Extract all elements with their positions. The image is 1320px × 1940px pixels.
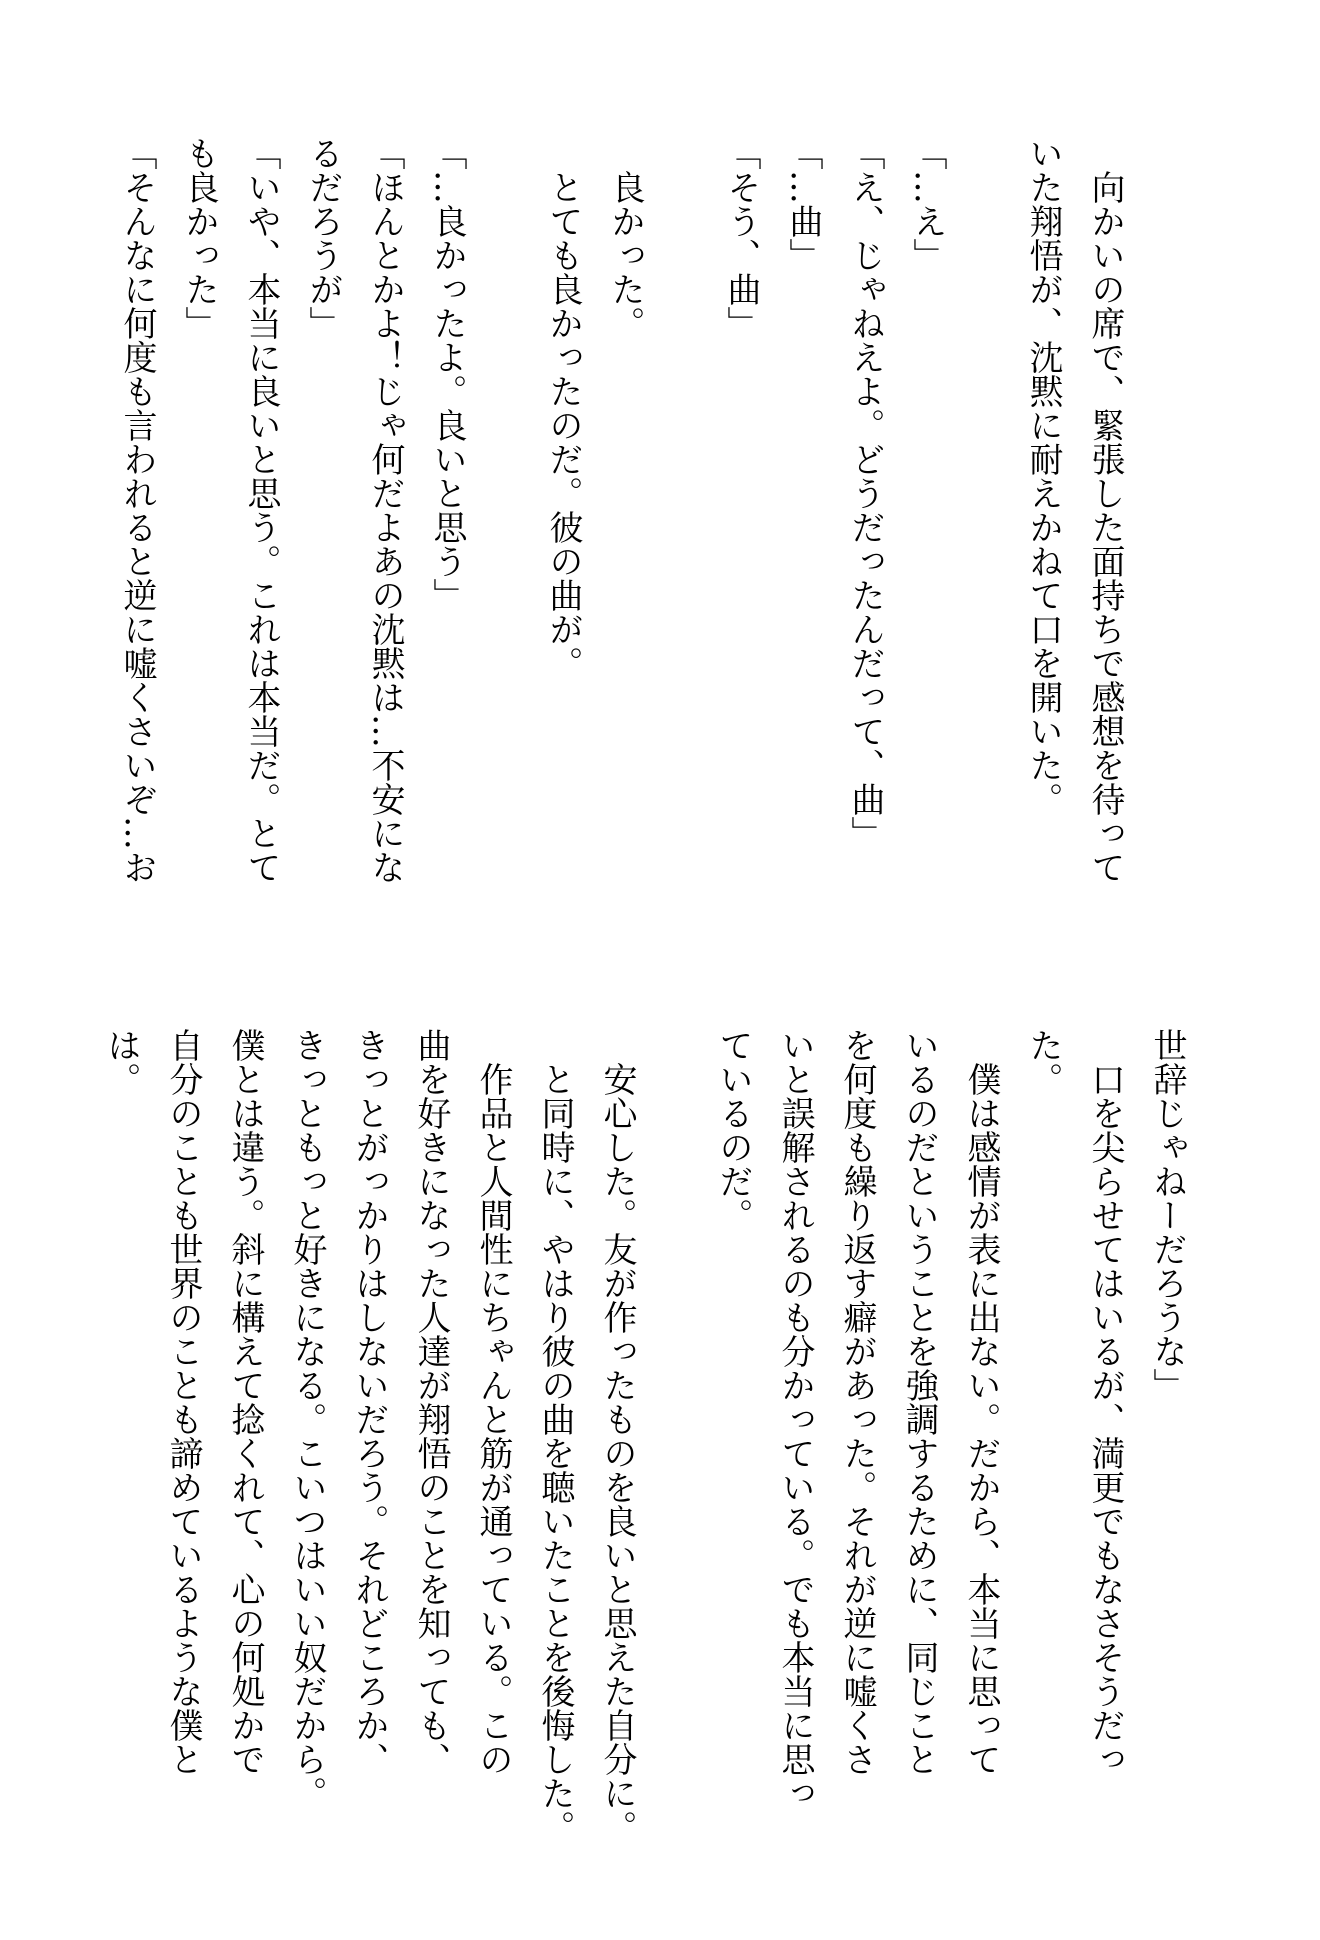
text-line: 「…良かったよ。良いと思う」 [427,136,467,612]
text-line: は。 [101,1028,141,1096]
text-line: 「ほんとかよ！じゃ何だよあの沈黙は…不安にな [365,136,405,884]
text-line: 安心した。友が作ったものを良いと思えた自分に。 [597,1062,637,1844]
text-line: 作品と人間性にちゃんと筋が通っている。この [473,1062,513,1776]
text-line: 「…曲」 [783,136,823,272]
text-line: も良かった」 [179,136,219,340]
text-line: 口を尖らせてはいるが、満更でもなさそうだっ [1085,1062,1125,1776]
text-line: とても良かったのだ。彼の曲が。 [543,170,583,680]
text-line: 自分のことも世界のことも諦めているような僕と [163,1028,203,1776]
text-line: いと誤解されるのも分かっている。でも本当に思っ [775,1028,815,1810]
text-line: いた翔悟が、沈黙に耐えかねて口を開いた。 [1023,136,1063,816]
top-text-block [106,136,1136,884]
text-line: 僕は感情が表に出ない。だから、本当に思って [961,1062,1001,1776]
text-line: 僕とは違う。斜に構えて捻くれて、心の何処かで [225,1028,265,1776]
text-line: きっともっと好きになる。こいつはいい奴だから。 [287,1028,327,1810]
text-line: るだろうが」 [303,136,343,340]
text-line: 「え、じゃねえよ。どうだったんだって、曲」 [845,136,885,850]
text-line: を何度も繰り返す癖があった。それが逆に嘘くさ [837,1028,877,1776]
text-line: 「…え」 [907,136,947,272]
text-line: と同時に、やはり彼の曲を聴いたことを後悔した。 [535,1062,575,1844]
text-line: 「そう、曲」 [721,136,761,340]
text-line: 世辞じゃねーだろうな」 [1147,1028,1187,1402]
text-line: ているのだ。 [713,1028,753,1232]
text-line: きっとがっかりはしないだろう。それどころか、 [349,1028,389,1776]
text-line: 「いや、本当に良いと思う。これは本当だ。とて [241,136,281,884]
bottom-text-block [90,1028,1198,1844]
text-line: 「そんなに何度も言われると逆に嘘くさいぞ…お [117,136,157,884]
text-line: いるのだということを強調するために、同じこと [899,1028,939,1776]
text-line: 良かった。 [605,170,645,340]
text-line: た。 [1023,1028,1063,1096]
text-line: 曲を好きになった人達が翔悟のことを知っても、 [411,1028,451,1776]
text-line: 向かいの席で、緊張した面持ちで感想を待って [1085,170,1125,884]
